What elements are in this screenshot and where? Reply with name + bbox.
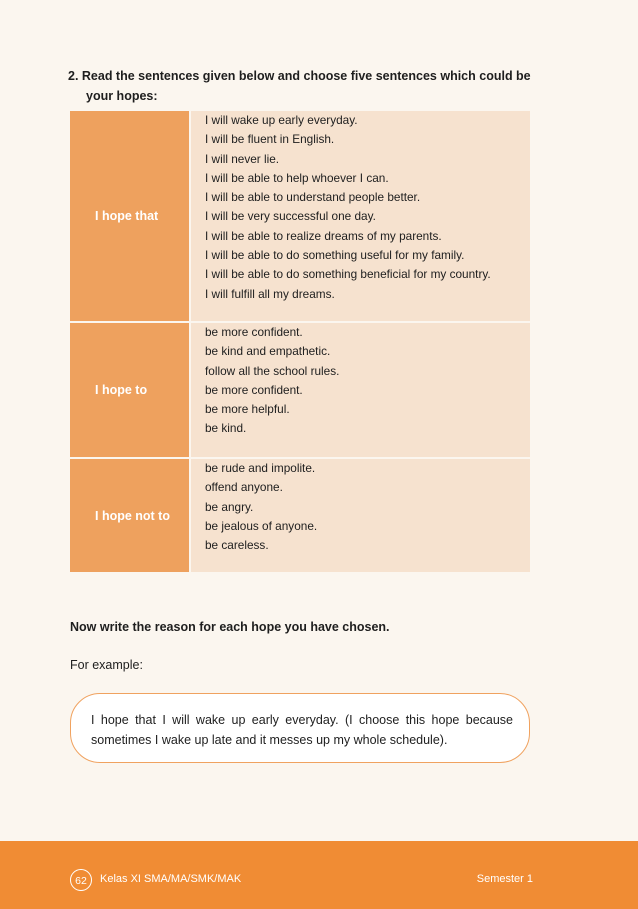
sentence-list	[205, 111, 530, 304]
sentence-item: be kind and empathetic.	[205, 344, 331, 359]
sentence-item: I will be fluent in English.	[205, 132, 335, 147]
row-label: I hope to	[95, 383, 148, 397]
sentence-item: be jealous of anyone.	[205, 518, 318, 533]
example-text: I hope that I will wake up early everyday. (I choose this hope because sometimes I wake up late and it messes up my whole schedule).	[91, 713, 513, 747]
sentence-item: be more confident.	[205, 382, 303, 397]
list-cell-hope-to	[191, 323, 530, 457]
sentence-item: offend anyone.	[205, 480, 283, 495]
page-number-badge: 62	[70, 869, 92, 891]
write-reason-prompt: Now write the reason for each hope you have chosen.	[70, 620, 390, 634]
row-label: I hope not to	[95, 508, 170, 523]
sentence-item: be more confident.	[205, 325, 303, 339]
example-label: For example:	[70, 658, 143, 672]
footer-bar	[0, 841, 638, 909]
list-cell-hope-not-to	[191, 459, 530, 572]
book-title: Kelas XI SMA/MA/SMK/MAK	[100, 873, 242, 885]
sentence-item: be angry.	[205, 499, 254, 514]
sentence-item: I will be able to help whoever I can.	[205, 170, 389, 185]
sentence-item: I will never lie.	[205, 151, 280, 166]
instruction-line-2: your hopes:	[86, 89, 158, 103]
hopes-table	[70, 111, 530, 572]
row-label: I hope that	[95, 209, 159, 223]
semester-label: Semester 1	[476, 873, 533, 885]
sentence-item: I will wake up early everyday.	[205, 113, 358, 127]
sentence-item: be careless.	[205, 538, 269, 553]
sentence-item: be more helpful.	[205, 402, 290, 417]
sentence-item: follow all the school rules.	[205, 363, 340, 378]
sentence-item: I will be able to do something beneficial for my country.	[205, 267, 491, 282]
sentence-item: I will be very successful one day.	[205, 209, 376, 224]
instruction-line-1: 2. Read the sentences given below and choose five sentences which could be	[68, 69, 531, 83]
label-cell-hope-that	[70, 111, 189, 321]
instruction-text	[68, 66, 538, 106]
sentence-list	[205, 323, 530, 439]
sentence-list	[205, 459, 530, 555]
label-cell-hope-not-to	[70, 459, 189, 572]
sentence-item: I will be able to understand people better.	[205, 190, 421, 205]
sentence-item: be rude and impolite.	[205, 461, 316, 475]
sentence-item: I will be able to do something useful for my family.	[205, 248, 465, 263]
sentence-item: be kind.	[205, 421, 247, 436]
example-box	[70, 693, 530, 763]
list-cell-hope-that	[191, 111, 530, 321]
sentence-item: I will fulfill all my dreams.	[205, 286, 335, 301]
label-cell-hope-to	[70, 323, 189, 457]
sentence-item: I will be able to realize dreams of my parents.	[205, 228, 442, 243]
